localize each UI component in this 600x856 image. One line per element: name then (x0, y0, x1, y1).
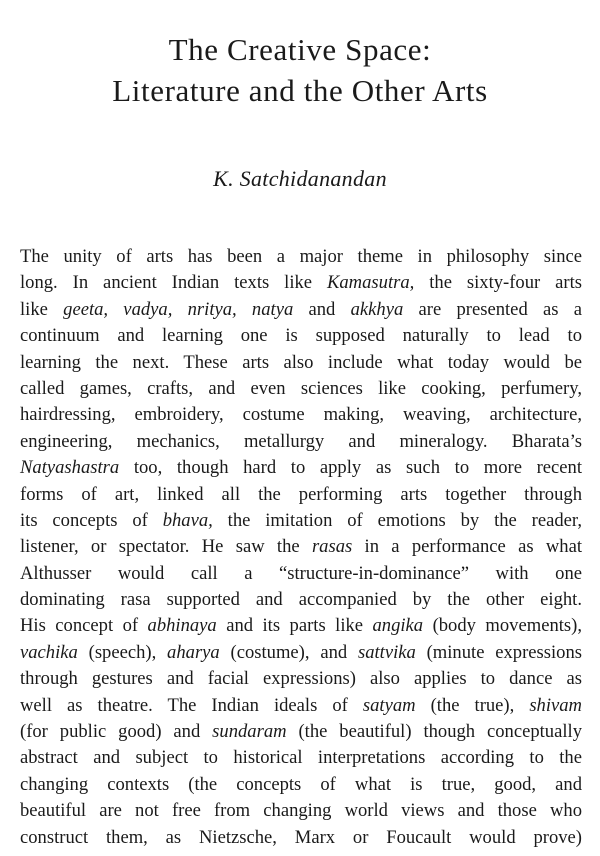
text-run: Althusser would call a “structure-in-dominance” with one (20, 562, 582, 584)
chapter-title-line-2: Literature and the Other Arts (112, 73, 488, 108)
body-text (20, 244, 582, 851)
text-line (20, 640, 582, 666)
text-line (20, 666, 582, 692)
text-line (20, 798, 582, 824)
italic-term: bhava, (162, 509, 213, 531)
text-run: (speech), (77, 641, 168, 663)
text-run: listener, or spectator. He saw the (20, 536, 312, 558)
italic-term: rasas (311, 536, 353, 558)
italic-term: aharya (167, 641, 220, 663)
text-run: too, though hard to apply as such to more recent (119, 457, 582, 479)
italic-term: geeta, vadya, nritya, natya (63, 298, 294, 320)
text-run: beautiful are not free from changing world views and those who (20, 800, 582, 822)
text-line (20, 297, 582, 323)
text-line (20, 693, 582, 719)
text-run: well as theatre. The Indian ideals of (20, 694, 363, 716)
text-run: (minute expressions (415, 641, 582, 663)
text-run: construct them, as Nietzsche, Marx or Foucault would prove) (20, 826, 582, 848)
text-run: and (293, 298, 351, 320)
text-line (20, 508, 582, 534)
text-run: learning the next. These arts also include what today would be (20, 351, 582, 373)
text-run: engineering, mechanics, metallurgy and mineralogy. Bharata’s (20, 430, 582, 452)
text-run: (the beautiful) though conceptually (286, 721, 582, 743)
text-line (20, 270, 582, 296)
text-run: are presented as a (403, 298, 582, 320)
text-line (20, 244, 582, 270)
italic-term: Natyashastra (20, 457, 120, 479)
italic-term: akkhya (350, 298, 404, 320)
text-line (20, 613, 582, 639)
text-line (20, 587, 582, 613)
text-line (20, 402, 582, 428)
text-run: (for public good) and (20, 721, 213, 743)
italic-term: vachika (20, 641, 78, 663)
text-run: and its parts like (216, 615, 373, 637)
text-line (20, 561, 582, 587)
text-run: dominating rasa supported and accompanied by the other eight. (20, 589, 582, 611)
chapter-title-line-1: The Creative Space: (168, 32, 432, 67)
text-run: forms of art, linked all the performing arts together through (20, 483, 582, 505)
text-line (20, 350, 582, 376)
italic-term: sattvika (357, 641, 416, 663)
text-run: the imitation of emotions by the reader, (212, 509, 582, 531)
text-line (20, 376, 582, 402)
text-run: (costume), and (219, 641, 358, 663)
author-name: K. Satchidanandan (213, 166, 387, 191)
italic-term: shivam (529, 694, 582, 716)
text-run: continuum and learning one is supposed naturally to lead to (20, 325, 582, 347)
text-run: in a performance as what (352, 536, 583, 558)
text-run: His concept of (20, 615, 148, 637)
text-run: The unity of arts has been a major theme in philosophy since (20, 246, 582, 267)
text-run: the sixty-four arts (414, 272, 582, 294)
text-run: abstract and subject to historical interpretations according to the (20, 747, 582, 769)
text-line (20, 745, 582, 771)
text-line (20, 429, 582, 455)
text-run: like (20, 298, 64, 320)
italic-term: Kamasutra, (326, 272, 415, 294)
text-line (20, 825, 582, 851)
text-line (20, 719, 582, 745)
italic-term: abhinaya (147, 615, 217, 637)
text-run: (the true), (415, 694, 530, 716)
italic-term: angika (372, 615, 424, 637)
text-line (20, 534, 582, 560)
text-run: changing contexts (the concepts of what is true, good, and (20, 773, 582, 795)
text-run: hairdressing, embroidery, costume making, weaving, architecture, (20, 404, 582, 426)
italic-term: sundaram (212, 721, 287, 743)
text-run: long. In ancient Indian texts like (20, 272, 327, 294)
text-line (20, 482, 582, 508)
text-line (20, 323, 582, 349)
italic-term: satyam (362, 694, 416, 716)
text-run: its concepts of (20, 509, 163, 531)
text-run: (body movements), (423, 615, 582, 637)
text-line (20, 455, 582, 481)
text-run: called games, crafts, and even sciences like cooking, perfumery, (20, 377, 582, 399)
text-run: through gestures and facial expressions) also applies to dance as (20, 668, 582, 690)
text-line (20, 772, 582, 798)
